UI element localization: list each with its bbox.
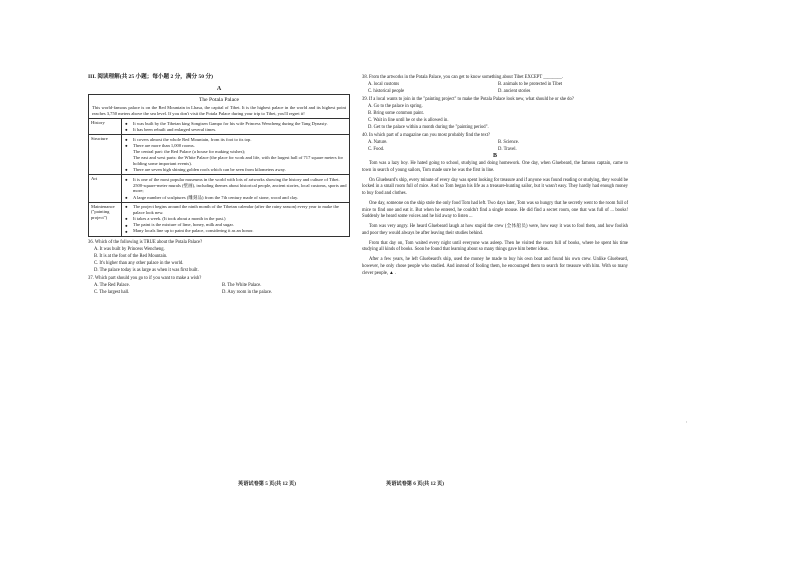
answer-option: C. It's higher than any other palace in the world. <box>94 260 184 266</box>
info-row <box>89 135 350 175</box>
bullet-dot: ● <box>125 216 128 222</box>
bullet-text: It covers almost the whole Red Mountain, from its foot to its top. <box>133 136 252 142</box>
bullet-dot: ● <box>125 121 128 127</box>
answer-option: B. Bring some common paint. <box>368 111 424 116</box>
answer-option: A. The Red Palace. <box>94 282 130 288</box>
bullet-point <box>124 195 347 201</box>
bullet-text: There are more than 1,000 rooms. <box>133 142 195 148</box>
passage-intro: This world-famous palace is on the Red Mountain in Lhasa, the capital of Tibet. It is the highest palace in the world and its highest point reaches 3,750 meters above the sea level. If you don't visit the Potala Palace during your trip to Tibet, you'll regret it! <box>92 104 346 116</box>
left-page <box>88 72 350 482</box>
story-paragraph: One day, someone on the ship stole the only food Tom had left. Two days later, Tom was so hungry that he secretly went to the room full of mice to find one and eat it. But when he entered, he couldn't find a single mouse. He did find a secret room, one that was full of ... books! Suddenly he heard some voices and he hid away to listen ... <box>362 200 628 220</box>
bullet-text: There are seven high shining golden roofs which can be seen from kilometers away. <box>133 166 286 172</box>
bullet-dot: ● <box>125 143 128 149</box>
info-row <box>89 175 350 203</box>
bullet-text: It takes a week. (It took about a month in the past.) <box>133 216 226 222</box>
questions-right <box>362 75 628 152</box>
answer-option: D. Any room in the palace. <box>222 289 273 295</box>
bullet-dot: ● <box>125 222 128 228</box>
bullet-point <box>124 121 347 127</box>
bullet-point <box>124 222 347 228</box>
passage-b-letter: B <box>492 153 497 159</box>
option-row <box>88 290 350 295</box>
answer-option: C. The largest hall. <box>94 289 130 295</box>
bullet-point <box>124 216 347 222</box>
bullet-text: A large number of sculptures (雕刻品) from the 7th century made of stone, wood and clay. <box>133 194 299 200</box>
passage-b-text <box>362 161 628 277</box>
answer-option: D. Get to the palace within a month during the "painting period". <box>368 125 489 130</box>
questions-left <box>88 240 350 295</box>
answer-option: B. It is at the foot of the Red Mountain. <box>94 253 168 259</box>
question-stem: 37. Which part should you go to if you want to make a wish? <box>88 275 202 281</box>
bullet-dot: ● <box>125 194 128 200</box>
bullet-point <box>124 137 347 143</box>
answer-option: B. animals to be protected in Tibet <box>498 82 563 87</box>
option-row <box>362 140 628 145</box>
option-row <box>362 89 628 94</box>
answer-option: C. Food. <box>368 147 385 152</box>
info-row <box>89 119 350 135</box>
bullet-dot: ● <box>125 228 128 234</box>
story-paragraph: Tom was a lazy boy. He hated going to school, studying and doing homework. One day, when Gluebeard, the famous captain, came to town in search of young sailors, Tom made sure he was the first in line. <box>362 161 628 173</box>
story-paragraph: On Gluebeard's ship, every minute of every day was spent looking for treasure and if anyone was found reading or studying, they would be locked in a small room full of mice. And so Tom began his life as a treasure-hunting sailor, but it wasn't easy. They hardly had enough money to buy food and clothes. <box>362 177 628 196</box>
bullet-text: It has been rebuilt and enlarged several times. <box>133 127 217 132</box>
row-details <box>122 135 350 175</box>
question-stem: 38. From the artworks in the Potala Palace, you can get to know something about Tibet EXCEPT ________. <box>362 75 563 80</box>
option-row <box>362 82 628 87</box>
bullet-dot: ● <box>125 204 128 210</box>
answer-option: A. local customs <box>368 82 400 87</box>
sub-point: 2500-square-meter murals (壁画), including themes about historical people, ancient stories, local customs, sports and more; <box>133 182 347 194</box>
question-stem: 39. If a local wants to join in the "painting project" to make the Potala Palace look new, what should he or she do? <box>362 97 574 102</box>
sub-point: The east and west parts: the White Palace (the place for work and life, with the largest hall of 717 square meters for holding some important events). <box>133 154 344 166</box>
bullet-dot: ● <box>125 127 128 133</box>
info-rows <box>89 119 350 236</box>
question-stem: 36. Which of the following is TRUE about the Potala Palace? <box>88 239 203 245</box>
bullet-dot: ● <box>125 176 128 182</box>
answer-option: A. Go to the palace in spring. <box>368 104 423 109</box>
story-paragraph: After a few years, he left Gluebeard's ship, used the money he made to buy his own boat and found his own crew. Unlike Gluebeard, however, he only chose people who studied. And instead of fooling them, he encouraged them to search for treasure with him. With so many clever people, ▲ . <box>362 257 628 276</box>
bullet-text: The project begins around the ninth month of the Tibetan calendar (after the rainy season) every year to make the palace look new. <box>133 204 339 215</box>
story-paragraph: Tom was very angry. He heard Gluebeard laugh at how stupid the crew (全体船员) were, how easy it was to fool them, and how foolish and poor they would always be after leaving their studies behind. <box>362 224 628 236</box>
story-paragraph: From that day on, Tom waited every night until everyone was asleep. Then he visited the room full of books, where he spent his time studying all kinds of books. Soon he found that learning about so many things gave him better ideas. <box>362 240 628 253</box>
answer-option: D. Travel. <box>498 147 517 152</box>
row-details <box>122 202 350 236</box>
bullet-point <box>124 204 347 215</box>
bullet-dot: ● <box>125 167 128 173</box>
bullet-point <box>124 167 347 173</box>
right-page <box>362 72 628 482</box>
bullet-point <box>124 127 347 133</box>
answer-option: B. Science. <box>498 140 520 145</box>
section-header: III. 阅读理解(共 25 小题；每小题 2 分，满分 50 分) <box>88 74 213 80</box>
row-category: Art <box>89 175 122 203</box>
answer-option: C. historical people <box>368 89 405 94</box>
bullet-text: Many locals line up to paint the palace, considering it as an honor. <box>133 228 254 234</box>
row-details <box>122 119 350 135</box>
bullet-text: The paint is the mixture of lime, honey, milk and sugar. <box>133 222 234 228</box>
bullet-dot: ● <box>125 136 128 142</box>
bullet-text: It was built by the Tibetan king Songtsen Gampo for his wife Princess Wencheng during the Tang Dynasty. <box>133 120 328 126</box>
bullet-point <box>124 228 347 234</box>
option-row <box>362 147 628 152</box>
answer-option: A. It was built by Princess Wencheng. <box>94 246 165 252</box>
row-category: Maintenance ("painting project") <box>89 202 122 236</box>
intro-row <box>89 95 350 119</box>
option-row <box>88 283 350 288</box>
answer-option: A. Nature. <box>368 140 388 145</box>
passage-a-letter: A <box>216 86 222 92</box>
bullet-point <box>124 177 347 183</box>
info-row <box>89 202 350 236</box>
answer-option: B. The White Palace. <box>222 282 262 288</box>
row-category: Structure <box>89 135 122 175</box>
answer-option: D. ancient stories <box>498 89 531 94</box>
question-stem: 40. In which part of a magazine can you most probably find the text? <box>362 133 491 138</box>
row-category: History <box>89 119 122 135</box>
potala-info-table <box>88 94 350 237</box>
bullet-point <box>124 143 347 149</box>
bullet-text: It is one of the most popular museums in the world with lots of artworks showing the history and culture of Tibet. <box>133 176 340 182</box>
answer-option: D. The palace today is as large as when it was first built. <box>94 267 199 273</box>
answer-option: C. Wait in line until he or she is allowed in. <box>368 118 449 123</box>
edge-mark: ' <box>686 422 687 427</box>
sub-point: The central part: the Red Palace (a house for making wishes); <box>133 149 246 155</box>
footer-page-6: 英语试卷第 6 页(共 12 页) <box>386 481 444 487</box>
row-details <box>122 175 350 203</box>
passage-title: The Potala Palace <box>198 97 240 103</box>
footer-page-5: 英语试卷第 5 页(共 12 页) <box>238 481 296 487</box>
